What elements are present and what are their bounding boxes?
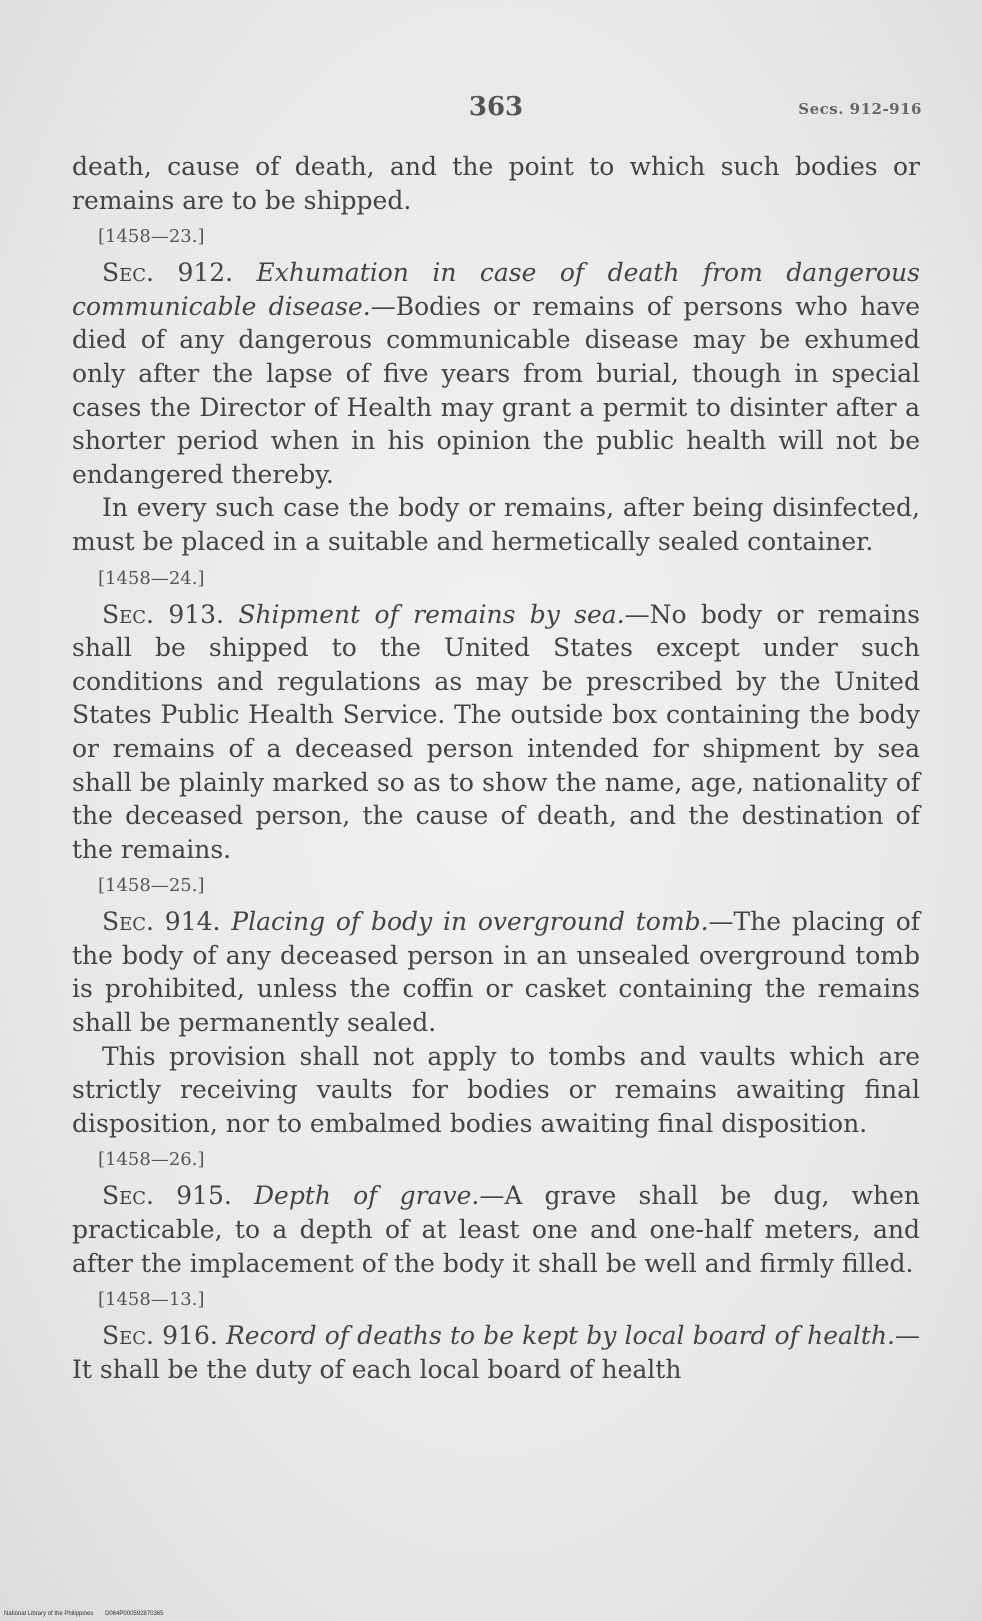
section-number: 914.: [164, 907, 221, 937]
section-body: —The placing of the body of any deceased person in an unsealed overground tomb is prohibited, unless the coffin or casket containing the remains shall be permanently sealed.: [72, 907, 920, 1038]
source-reference: [1458—24.]: [98, 567, 205, 589]
paragraph-text: In every such case the body or remains, after being disinfected, must be placed in a suitable and hermetically sealed container.: [72, 493, 920, 556]
source-reference: [1458—26.]: [98, 1149, 205, 1171]
section-number: 912.: [177, 258, 234, 288]
footer-identifier: D064P000592870365: [105, 1611, 164, 1617]
section-912: [72, 256, 920, 491]
section-heading: Record of deaths to be kept by local board of health.: [225, 1321, 895, 1351]
statute-text: [72, 150, 920, 1386]
section-heading: Shipment of remains by sea.: [238, 599, 625, 629]
paragraph-914-b: [72, 1040, 920, 1141]
section-label: Sec.: [102, 907, 154, 937]
section-range: Secs. 912-916: [798, 100, 922, 118]
section-number: 916.: [162, 1321, 218, 1351]
source-reference: [1458—25.]: [98, 875, 205, 897]
page-number: 363: [468, 92, 524, 122]
section-number: 913.: [168, 599, 224, 629]
source-reference: [1458—23.]: [98, 226, 205, 248]
section-914: [72, 905, 920, 1039]
section-label: Sec.: [102, 1321, 154, 1351]
section-heading: Exhumation in case of death from dangerous communicable disease.: [72, 258, 920, 321]
section-heading: Placing of body in overground tomb.: [231, 907, 709, 937]
section-body: —Bodies or remains of persons who have died of any dangerous communicable disease may be exhumed only after the lapse of five years from burial, though in special cases the Director of Health may grant a permit to disinter after a shorter period when in his opinion the public health will not be endangered thereby.: [72, 291, 920, 489]
section-915: [72, 1179, 920, 1280]
section-body: —No body or remains shall be shipped to the United States except under such conditions and regulations as may be prescribed by the United States Public Health Service. The outside box containing the body or remains of a deceased person intended for shipment by sea shall be plainly marked so as to show the name, age, nationality of the deceased person, the cause of death, and the destination of the remains.: [72, 599, 921, 864]
section-label: Sec.: [102, 258, 154, 288]
section-916: [72, 1319, 920, 1386]
paragraph-text: death, cause of death, and the point to which such bodies or remains are to be shipped.: [72, 152, 920, 215]
paragraph-continuation: [72, 150, 920, 217]
section-label: Sec.: [102, 1181, 154, 1211]
page-header: [70, 92, 922, 126]
scan-footer: [4, 1611, 173, 1617]
paragraph-912-b: [72, 491, 920, 558]
section-label: Sec.: [102, 599, 154, 629]
section-913: [72, 598, 920, 867]
paragraph-text: This provision shall not apply to tombs and vaults which are strictly receiving vaults for bodies or remains awaiting final disposition, nor to embalmed bodies awaiting final disposition.: [72, 1041, 920, 1138]
footer-institution: National Library of the Philippines: [4, 1611, 94, 1617]
source-reference: [1458—13.]: [98, 1289, 205, 1311]
section-number: 915.: [176, 1181, 232, 1211]
section-heading: Depth of grave.: [253, 1181, 480, 1211]
section-body: —A grave shall be dug, when practicable, to a depth of at least one and one-half meters, and after the implacement of the body it shall be well and firmly filled.: [72, 1181, 920, 1278]
section-body: —It shall be the duty of each local board of health: [72, 1321, 920, 1384]
